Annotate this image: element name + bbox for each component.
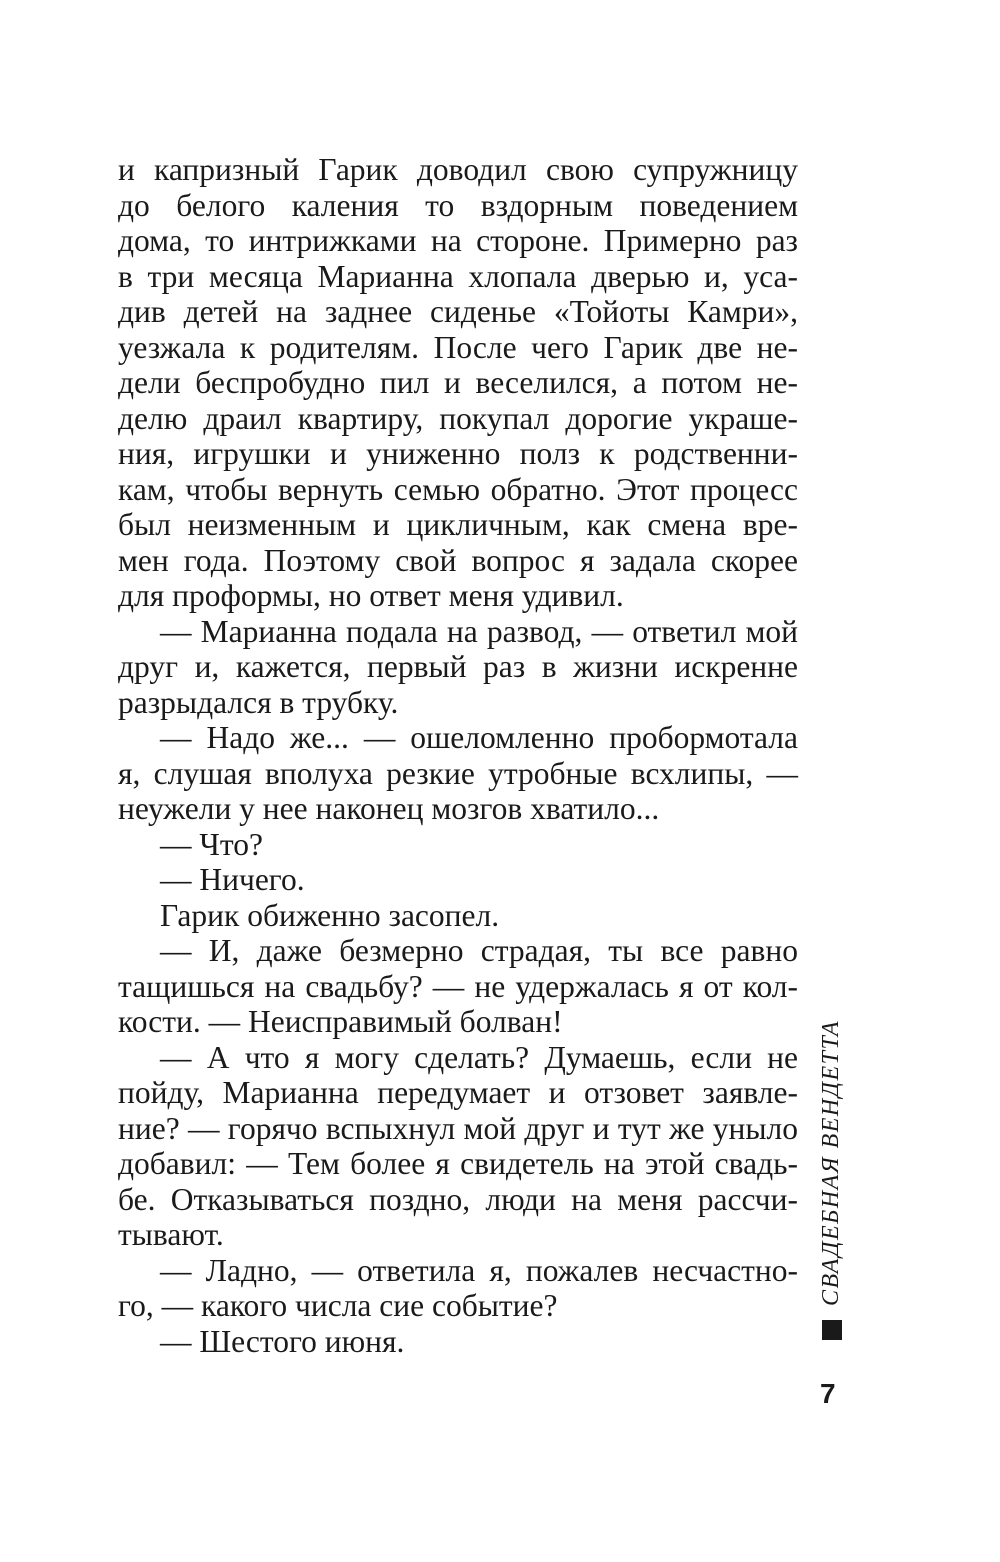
- body-text: [118, 152, 798, 1359]
- dialogue-line: — Марианна подала на развод, — ответил мой: [160, 613, 798, 649]
- text-line: был неизменным и цикличным, как смена вре-: [118, 507, 798, 542]
- dialogue-line: — Ничего.: [160, 862, 305, 897]
- text-line: уезжала к родителям. После чего Гарик две не-: [118, 329, 798, 365]
- text-line: до белого каления то вздорным поведением: [118, 187, 798, 223]
- text-line: тащишься на свадьбу? — не удержалась я от кол-: [118, 968, 798, 1004]
- text-line: кам, чтобы вернуть семью обратно. Этот процесс: [118, 471, 798, 507]
- text-line: в три месяца Марианна хлопала дверью и, уса-: [118, 258, 798, 294]
- text-line: делю драил квартиру, покупал дорогие украше-: [118, 400, 798, 436]
- text-line: го, — какого числа сие событие?: [118, 1288, 558, 1323]
- dialogue-line: — Шестого июня.: [160, 1323, 405, 1359]
- text-line: ние? — горячо вспыхнул мой друг и тут же уныло: [118, 1110, 798, 1146]
- page-number: 7: [820, 1378, 836, 1409]
- square-bullet-icon: [822, 1320, 842, 1340]
- dialogue-line: — Надо же... — ошеломленно пробормотала: [160, 720, 798, 755]
- running-title: [818, 1020, 845, 1340]
- text-line: я, слушая вполуха резкие утробные всхлипы, —: [118, 755, 798, 791]
- text-line: ния, игрушки и униженно полз к родственни-: [118, 436, 798, 471]
- running-title-text: СВАДЕБНАЯ ВЕНДЕТТА: [818, 1019, 844, 1306]
- text-line: дели беспробудно пил и веселился, а потом не-: [118, 365, 798, 400]
- dialogue-line: — И, даже безмерно страдая, ты все равно: [160, 933, 798, 968]
- text-line: пойду, Марианна передумает и отзовет заявле-: [118, 1075, 798, 1110]
- dialogue-line: — Ладно, — ответила я, пожалев несчастно-: [160, 1252, 798, 1288]
- text-line: бе. Отказываться поздно, люди на меня рассчи-: [118, 1181, 798, 1217]
- text-line: кости. — Неисправимый болван!: [118, 1004, 563, 1039]
- text-line: добавил: — Тем более я свидетель на этой свадь-: [118, 1146, 798, 1181]
- dialogue-line: — Что?: [160, 826, 263, 862]
- text-line: тывают.: [118, 1217, 224, 1252]
- text-line: разрыдался в трубку.: [118, 684, 399, 720]
- text-line: див детей на заднее сиденье «Тойоты Камри»,: [118, 294, 798, 329]
- text-line: неужели у нее наконец мозгов хватило...: [118, 791, 660, 826]
- text-line: и капризный Гарик доводил свою супружницу: [118, 152, 798, 187]
- text-line: друг и, кажется, первый раз в жизни искренне: [118, 649, 798, 684]
- dialogue-line: — А что я могу сделать? Думаешь, если не: [160, 1039, 798, 1075]
- text-line: для проформы, но ответ меня удивил.: [118, 578, 624, 613]
- text-line: дома, то интрижками на стороне. Примерно раз: [118, 223, 798, 258]
- paragraph-line: Гарик обиженно засопел.: [160, 897, 500, 933]
- text-line: мен года. Поэтому свой вопрос я задала скорее: [118, 542, 798, 578]
